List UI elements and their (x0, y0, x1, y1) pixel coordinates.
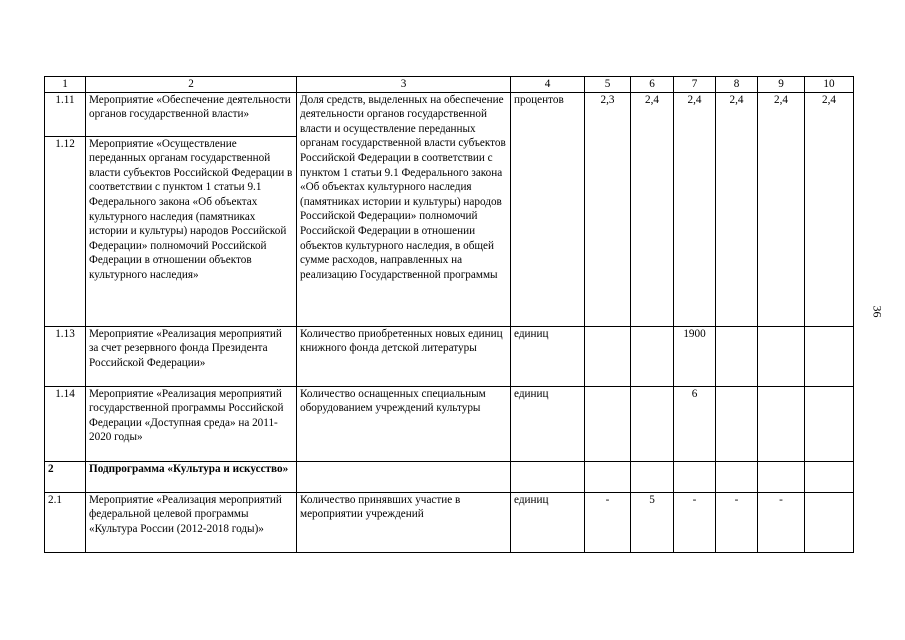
value-cell: - (674, 492, 716, 552)
value-cell (758, 461, 805, 492)
value-cell: 2,4 (758, 92, 805, 326)
unit-cell: единиц (511, 492, 585, 552)
unit-cell: единиц (511, 326, 585, 386)
value-cell (758, 386, 805, 461)
event-name: Мероприятие «Реализация мероприятий федеральной целевой программы «Культура России (2012-2018 годы)» (86, 492, 297, 552)
row-number: 1.14 (45, 386, 86, 461)
indicators-table (44, 76, 854, 553)
header-row (45, 77, 854, 93)
header-cell: 4 (511, 77, 585, 93)
header-cell: 7 (674, 77, 716, 93)
indicator-text: Количество приобретенных новых единиц книжного фонда детской литературы (297, 326, 511, 386)
table-row (45, 492, 854, 552)
event-name: Мероприятие «Обеспечение деятельности органов государственной власти» (86, 92, 297, 136)
value-cell (805, 386, 854, 461)
row-number: 2 (45, 461, 86, 492)
header-cell: 9 (758, 77, 805, 93)
value-cell (585, 326, 631, 386)
value-cell: - (758, 492, 805, 552)
value-cell: - (716, 492, 758, 552)
value-cell: - (585, 492, 631, 552)
header-cell: 8 (716, 77, 758, 93)
header-cell: 5 (585, 77, 631, 93)
value-cell: 2,4 (631, 92, 674, 326)
value-cell (716, 386, 758, 461)
value-cell: 2,3 (585, 92, 631, 326)
value-cell (805, 326, 854, 386)
value-cell: 5 (631, 492, 674, 552)
value-cell (674, 461, 716, 492)
value-cell: 2,4 (674, 92, 716, 326)
indicator-text: Количество оснащенных специальным оборудованием учреждений культуры (297, 386, 511, 461)
header-cell: 6 (631, 77, 674, 93)
value-cell: 6 (674, 386, 716, 461)
unit-cell: единиц (511, 386, 585, 461)
event-name: Мероприятие «Реализация мероприятий государственной программы Российской Федерации «Доступная среда» на 2011-2020 годы» (86, 386, 297, 461)
value-cell (716, 326, 758, 386)
table-row (45, 92, 854, 136)
event-name: Мероприятие «Реализация мероприятий за счет резервного фонда Президента Российской Федерации» (86, 326, 297, 386)
row-number: 2.1 (45, 492, 86, 552)
unit-cell: процентов (511, 92, 585, 326)
value-cell (805, 461, 854, 492)
row-number: 1.12 (45, 136, 86, 326)
value-cell (758, 326, 805, 386)
value-cell: 1900 (674, 326, 716, 386)
table-row (45, 461, 854, 492)
value-cell (585, 461, 631, 492)
row-number: 1.11 (45, 92, 86, 136)
event-name: Мероприятие «Осуществление переданных органам государственной власти субъектов Российской Федерации в соответствии с пунктом 1 статьи 9.1 Федерального закона «Об объектах культурного наследия (памятниках истории и культуры) народов Российской Федерации» полномочий Российской Федерации в отношении объектов культурного наследия» (86, 136, 297, 326)
value-cell: 2,4 (716, 92, 758, 326)
row-number: 1.13 (45, 326, 86, 386)
value-cell (631, 386, 674, 461)
value-cell (805, 492, 854, 552)
header-cell: 10 (805, 77, 854, 93)
value-cell (585, 386, 631, 461)
value-cell (716, 461, 758, 492)
indicator-text: Доля средств, выделенных на обеспечение деятельности органов государственной власти и осуществление переданных органам государственной власти субъектов Российской Федерации в соответствии с пунктом 1 статьи 9.1 Федерального закона «Об объектах культурного наследия (памятниках истории и культуры) народов Российской Федерации» полномочий Российской Федерации в отношении объектов культурного наследия, в общей сумме расходов, направленных на реализацию Государственной программы (297, 92, 511, 326)
header-cell: 1 (45, 77, 86, 93)
indicator-text: Количество принявших участие в мероприятии учреждений (297, 492, 511, 552)
value-cell: 2,4 (805, 92, 854, 326)
table-row (45, 326, 854, 386)
unit-cell (511, 461, 585, 492)
table-row (45, 386, 854, 461)
subprogram-title: Подпрограмма «Культура и искусство» (86, 461, 297, 492)
page-number: 36 (870, 305, 885, 318)
value-cell (631, 461, 674, 492)
value-cell (631, 326, 674, 386)
indicator-text (297, 461, 511, 492)
indicators-table-container (44, 76, 854, 553)
header-cell: 2 (86, 77, 297, 93)
header-cell: 3 (297, 77, 511, 93)
